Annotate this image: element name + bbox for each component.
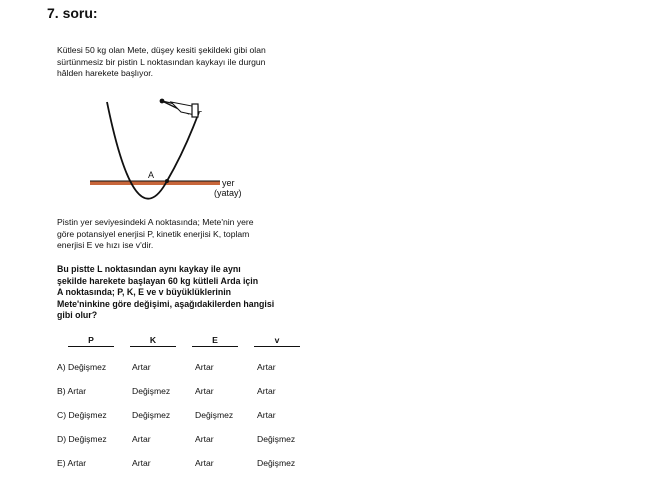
- header-k: K: [130, 335, 176, 347]
- option-v: Değişmez: [257, 458, 296, 468]
- option-label: E) Artar: [57, 458, 87, 468]
- question-line: Bu pistte L noktasından aynı kaykay ile aynı: [57, 264, 241, 274]
- header-v: v: [254, 335, 300, 347]
- option-e: Artar: [195, 362, 214, 372]
- intro-line: hâlden harekete başlıyor.: [57, 68, 154, 78]
- label-a: A: [148, 170, 155, 180]
- option-label: C) Değişmez: [57, 410, 107, 420]
- skater-icon: [160, 99, 198, 117]
- option-label: D) Değişmez: [57, 434, 107, 444]
- label-l: L: [197, 104, 203, 114]
- option-v: Artar: [257, 410, 276, 420]
- label-ground-horizontal: (yatay): [214, 188, 242, 198]
- intro-line: sürtünmesiz bir pistin L noktasından kaykayı ile durgun: [57, 56, 266, 67]
- intro-text: [57, 45, 266, 80]
- option-k: Artar: [132, 458, 151, 468]
- option-label: A) Değişmez: [57, 362, 107, 372]
- option-v: Artar: [257, 386, 276, 396]
- option-e: Artar: [195, 458, 214, 468]
- option-k: Değişmez: [132, 386, 171, 396]
- ground-strip: [90, 181, 220, 185]
- header-p: P: [68, 335, 114, 347]
- option-k: Artar: [132, 434, 151, 444]
- option-v: Artar: [257, 362, 276, 372]
- question-line: şekilde harekete başlayan 60 kg kütleli Arda için: [57, 275, 259, 286]
- intro-line: Kütlesi 50 kg olan Mete, düşey kesiti şekildeki gibi olan: [57, 45, 266, 55]
- description-line: göre potansiyel enerjisi P, kinetik enerjisi K, toplam: [57, 228, 250, 239]
- question-text: [57, 264, 274, 322]
- description-text: [57, 217, 254, 252]
- option-e: Artar: [195, 434, 214, 444]
- option-k: Artar: [132, 362, 151, 372]
- question-line: Mete'ninkine göre değişimi, aşağıdakilerden hangisi: [57, 298, 275, 309]
- label-ground: yer: [222, 178, 235, 188]
- option-k: Değişmez: [132, 410, 171, 420]
- track-right: [167, 112, 199, 181]
- option-e: Değişmez: [195, 410, 234, 420]
- point-a-dot: [165, 179, 169, 183]
- question-line: gibi olur?: [57, 310, 98, 320]
- option-v: Değişmez: [257, 434, 296, 444]
- option-label: B) Artar: [57, 386, 87, 396]
- description-line: enerjisi E ve hızı ise v'dir.: [57, 240, 154, 250]
- question-line: A noktasında; P, K, E ve v büyüklüklerinin: [57, 287, 232, 297]
- header-e: E: [192, 335, 238, 347]
- option-e: Artar: [195, 386, 214, 396]
- question-number: 7. soru:: [47, 5, 98, 21]
- description-line: Pistin yer seviyesindeki A noktasında; Mete'nin yere: [57, 217, 254, 227]
